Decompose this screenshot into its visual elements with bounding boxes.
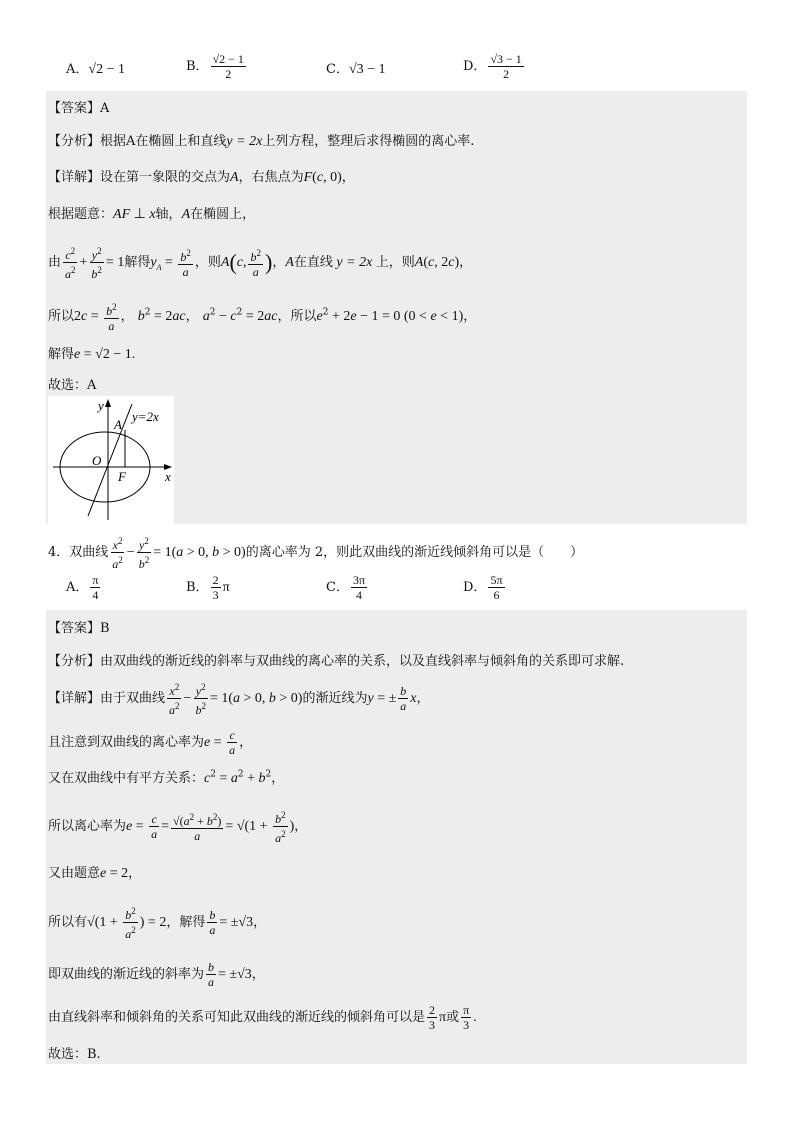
q4-detail-6: 所以有√(1 + $\frac{b^2}{a^2}$ ) = 2，解得 $\frac{b}{a}$ = ±√3， [48,906,267,941]
q3-choose: 故选：A [48,378,97,393]
q4-choose: 故选：B. [48,1047,101,1062]
fig-y-label: y [98,398,104,413]
q3-detail-1: 【详解】设在第一象限的交点为A，右焦点为F(c, 0)， [48,170,355,185]
fig-line-label: y=2x [132,409,159,424]
fig-a-label: A [114,417,122,432]
q3-answer: 【答案】A [48,101,110,116]
q4-analysis: 【分析】由双曲线的渐近线的斜率与双曲线的离心率的关系，以及直线斜率与倾斜角的关系即可求解. [48,654,625,669]
q3-option-d: D． $\frac{√3 - 1}{2}$ [463,52,522,81]
fig-f-label: F [118,469,126,484]
q4-option-a: A． $\frac{\pi}{4}$ [66,573,99,602]
q3-detail-4: 所以2c = $\frac{b^2}{a}$ ， $b^2 = 2ac$， $a^2 - c^2 = 2ac$，所以$e^2 + 2e - 1 = 0$ (0 < e < 1)， [48,302,477,333]
q4-option-d: D． $\frac{5\pi}{6}$ [463,573,503,602]
fig-x-label: x [165,469,171,484]
q4-option-b: B． $\frac{2}{3}$ π [186,573,230,602]
q4-detail-4: 所以离心率为e = $\frac{c}{a}$ = $\frac{√(a^2 + b^2)}{a}$ = √(1 + $\frac{b^2}{a^2}$ )， [48,810,308,845]
q3-detail-2: 根据题意：AF ⊥ x轴，A在椭圆上， [48,207,256,222]
q4-stem: 4．双曲线 $\frac{x^2}{a^2}$ − $\frac{y^2}{b^2}$ = 1(a > 0, b > 0)的离心率为 2，则此双曲线的渐近线倾斜角可以是（ ） [48,536,584,571]
q4-answer: 【答案】B [48,621,110,636]
q4-detail-3: 又在双曲线中有平方关系：$c^2 = a^2 + b^2$， [48,769,285,786]
fig-o-label: O [92,453,102,468]
q3-detail-3: 由 $\frac{c^2}{a^2}$ + $\frac{y^2}{b^2}$ = 1解得$y_A$ = $\frac{b^2}{a}$ ，则A(c, $\frac{b^2}{a}$ )，A在直线 y = 2x 上，则A(c, 2c)， [48,246,473,281]
q3-option-c: C．√3 − 1 [326,62,386,77]
q3-detail-5: 解得e = √2 − 1. [48,347,136,362]
q4-detail-5: 又由题意e = 2， [48,866,142,881]
q3-option-b: B． $\frac{√2 - 1}{2}$ [186,52,244,81]
q4-detail-8: 由直线斜率和倾斜角的关系可知此双曲线的渐近线的倾斜角可以是 $\frac{2}{3}$ π或 $\frac{\pi}{3}$ . [48,1003,477,1032]
ellipse-figure [48,396,174,524]
q3-analysis: 【分析】根据A在椭圆上和直线y = 2x上列方程，整理后求得椭圆的离心率. [48,134,475,149]
q3-option-a: A．√2 − 1 [66,62,125,77]
q4-option-c: C． $\frac{3\pi}{4}$ [326,573,366,602]
q4-detail-2: 且注意到双曲线的离心率为e = $\frac{c}{a}$ ， [48,728,253,757]
q4-detail-1: 【详解】由于双曲线 $\frac{x^2}{a^2}$ − $\frac{y^2}{b^2}$ = 1(a > 0, b > 0)的渐近线为y = ± $\frac{b}{a}$ x， [48,682,430,717]
q4-detail-7: 即双曲线的渐近线的斜率为 $\frac{b}{a}$ = ±√3， [48,960,265,989]
